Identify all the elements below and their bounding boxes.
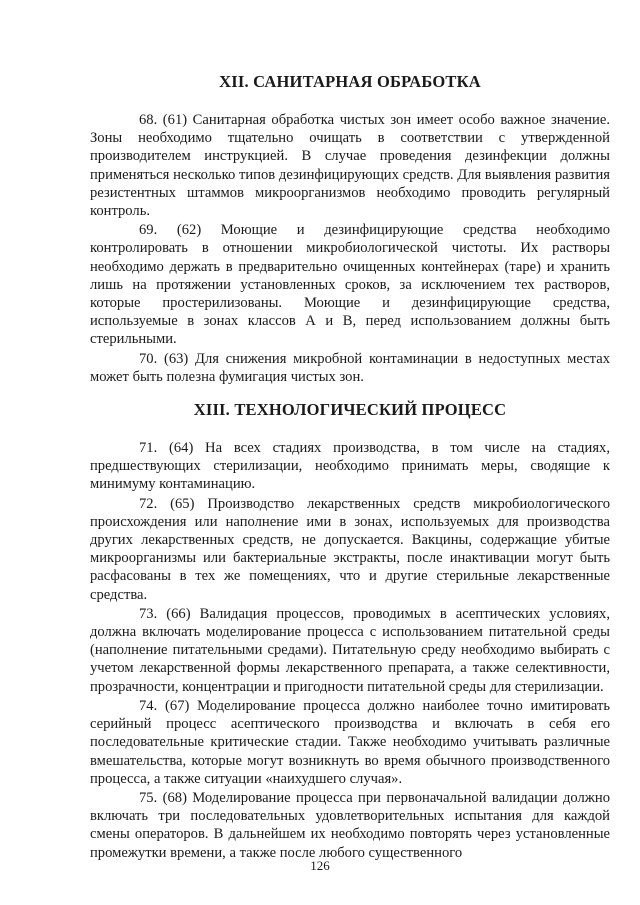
paragraph-68: 68. (61) Санитарная обработка чистых зон имеет особо важное значение. Зоны необходимо тщательно очищать в соответствии с утвержденной производителем инструкцией. В случае проведения дезинфекции должны применяться несколько типов дезинфицирующих средств. Для выявления развития резистентных штаммов микроорганизмов необходимо проводить регулярный контроль. xyxy=(90,112,610,220)
paragraph-72: 72. (65) Производство лекарственных средств микробиологического происхождения или наполнение ими в зонах, используемых для производства других лекарственных средств, не допускается. Вакцины, содержащие убитые микроорганизмы или бактериальные экстракты, после инактивации могут быть расфасованы в тех же помещениях, что и другие стерильные лекарственные средства. xyxy=(90,495,610,603)
paragraph-69: 69. (62) Моющие и дезинфицирующие средства необходимо контролировать в отношении микробиологической чистоты. Их растворы необходимо держать в предварительно очищенных контейнерах (таре) и хранить лишь на протяжении установленных сроков, за исключением тех растворов, которые простерилизованы. Моющие и дезинфицирующие средства, используемые в зонах классов А и В, перед использованием должны быть стерильными. xyxy=(90,222,610,348)
document-page xyxy=(90,72,610,872)
paragraph-70: 70. (63) Для снижения микробной контаминации в недоступных местах может быть полезна фумигация чистых зон. xyxy=(90,350,610,385)
paragraph-71: 71. (64) На всех стадиях производства, в том числе на стадиях, предшествующих стерилизации, необходимо принимать меры, сводящие к минимуму контаминацию. xyxy=(90,440,610,493)
page-number: 126 xyxy=(310,858,330,873)
paragraph-74: 74. (67) Моделирование процесса должно наиболее точно имитировать серийный процесс асептического производства и включать в себя его последовательные критические стадии. Также необходимо учитывать различные вмешательства, которые могут возникнуть во время обычного производственного процесса, а также ситуации «наихудшего случая». xyxy=(90,697,610,787)
section-title-process: XIII. ТЕХНОЛОГИЧЕСКИЙ ПРОЦЕСС xyxy=(193,400,507,420)
paragraph-73: 73. (66) Валидация процессов, проводимых в асептических условиях, должна включать моделирование процесса с использованием питательной среды (наполнение питательными средами). Питательную среду необходимо выбирать с учетом лекарственной формы лекарственного препарата, а также селективности, прозрачности, концентрации и пригодности питательной среды для стерилизации. xyxy=(90,605,610,695)
section-title-sanitary: XII. САНИТАРНАЯ ОБРАБОТКА xyxy=(219,72,481,91)
paragraph-75: 75. (68) Моделирование процесса при первоначальной валидации должно включать три последовательных удовлетворительных испытания для каждой смены операторов. В дальнейшем их необходимо повторять через установленные промежутки времени, а также после любого существенного xyxy=(90,789,610,861)
